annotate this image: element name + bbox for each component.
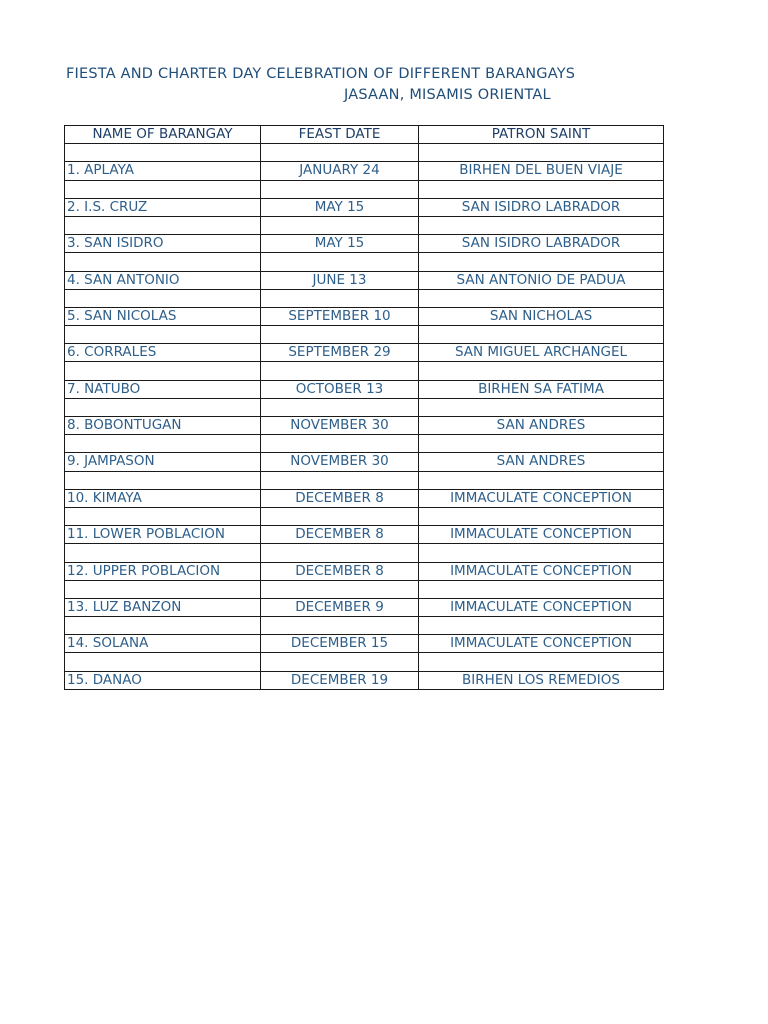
barangay-name-cell: 3. SAN ISIDRO xyxy=(65,235,261,253)
feast-date-cell: DECEMBER 8 xyxy=(261,489,419,507)
table-body xyxy=(65,144,664,690)
empty-cell xyxy=(65,507,261,525)
document-title: FIESTA AND CHARTER DAY CELEBRATION OF DIFFERENT BARANGAYS xyxy=(66,66,576,82)
table-spacer-row xyxy=(65,653,664,671)
patron-saint-cell: BIRHEN DEL BUEN VIAJE xyxy=(419,162,664,180)
column-header-date: FEAST DATE xyxy=(261,126,419,144)
table-spacer-row xyxy=(65,507,664,525)
empty-cell xyxy=(65,471,261,489)
barangay-name-cell: 5. SAN NICOLAS xyxy=(65,307,261,325)
table-row xyxy=(65,671,664,689)
table-row xyxy=(65,526,664,544)
empty-cell xyxy=(419,617,664,635)
barangay-name-cell: 10. KIMAYA xyxy=(65,489,261,507)
patron-saint-cell: IMMACULATE CONCEPTION xyxy=(419,562,664,580)
empty-cell xyxy=(261,507,419,525)
barangay-name-cell: 1. APLAYA xyxy=(65,162,261,180)
empty-cell xyxy=(419,653,664,671)
table-spacer-row xyxy=(65,253,664,271)
empty-cell xyxy=(419,435,664,453)
table-spacer-row xyxy=(65,398,664,416)
table-spacer-row xyxy=(65,617,664,635)
table-header-row xyxy=(65,126,664,144)
table-spacer-row xyxy=(65,326,664,344)
barangay-name-cell: 12. UPPER POBLACION xyxy=(65,562,261,580)
table-spacer-row xyxy=(65,471,664,489)
empty-cell xyxy=(419,507,664,525)
barangay-name-cell: 2. I.S. CRUZ xyxy=(65,198,261,216)
empty-cell xyxy=(65,362,261,380)
table-row xyxy=(65,598,664,616)
empty-cell xyxy=(261,144,419,162)
patron-saint-cell: SAN ANDRES xyxy=(419,417,664,435)
table-spacer-row xyxy=(65,435,664,453)
patron-saint-cell: SAN ANTONIO DE PADUA xyxy=(419,271,664,289)
table-row xyxy=(65,635,664,653)
patron-saint-cell: IMMACULATE CONCEPTION xyxy=(419,526,664,544)
table-spacer-row xyxy=(65,362,664,380)
feast-date-cell: NOVEMBER 30 xyxy=(261,453,419,471)
empty-cell xyxy=(65,289,261,307)
table-spacer-row xyxy=(65,544,664,562)
table-row xyxy=(65,271,664,289)
feast-date-cell: DECEMBER 8 xyxy=(261,526,419,544)
empty-cell xyxy=(261,544,419,562)
empty-cell xyxy=(65,180,261,198)
table-row xyxy=(65,162,664,180)
barangay-name-cell: 14. SOLANA xyxy=(65,635,261,653)
table-row xyxy=(65,453,664,471)
feast-date-cell: SEPTEMBER 29 xyxy=(261,344,419,362)
empty-cell xyxy=(261,471,419,489)
patron-saint-cell: IMMACULATE CONCEPTION xyxy=(419,598,664,616)
feast-date-cell: DECEMBER 19 xyxy=(261,671,419,689)
feast-date-cell: NOVEMBER 30 xyxy=(261,417,419,435)
column-header-saint: PATRON SAINT xyxy=(419,126,664,144)
empty-cell xyxy=(65,216,261,234)
empty-cell xyxy=(261,253,419,271)
patron-saint-cell: BIRHEN LOS REMEDIOS xyxy=(419,671,664,689)
empty-cell xyxy=(261,216,419,234)
feast-date-cell: DECEMBER 15 xyxy=(261,635,419,653)
barangay-name-cell: 9. JAMPASON xyxy=(65,453,261,471)
empty-cell xyxy=(65,653,261,671)
table-row xyxy=(65,417,664,435)
table-spacer-row xyxy=(65,580,664,598)
empty-cell xyxy=(419,289,664,307)
table-spacer-row xyxy=(65,216,664,234)
patron-saint-cell: SAN MIGUEL ARCHANGEL xyxy=(419,344,664,362)
patron-saint-cell: IMMACULATE CONCEPTION xyxy=(419,489,664,507)
table-row xyxy=(65,380,664,398)
barangay-name-cell: 6. CORRALES xyxy=(65,344,261,362)
empty-cell xyxy=(419,398,664,416)
empty-cell xyxy=(261,398,419,416)
table-spacer-row xyxy=(65,144,664,162)
table-spacer-row xyxy=(65,180,664,198)
empty-cell xyxy=(419,580,664,598)
empty-cell xyxy=(65,398,261,416)
patron-saint-cell: BIRHEN SA FATIMA xyxy=(419,380,664,398)
table-row xyxy=(65,562,664,580)
document-subtitle: JASAAN, MISAMIS ORIENTAL xyxy=(344,87,551,103)
empty-cell xyxy=(65,326,261,344)
table-row xyxy=(65,489,664,507)
table-spacer-row xyxy=(65,289,664,307)
patron-saint-cell: SAN ISIDRO LABRADOR xyxy=(419,198,664,216)
feast-date-cell: SEPTEMBER 10 xyxy=(261,307,419,325)
barangay-fiesta-table xyxy=(64,125,664,690)
empty-cell xyxy=(261,289,419,307)
empty-cell xyxy=(261,653,419,671)
column-header-name: NAME OF BARANGAY xyxy=(65,126,261,144)
empty-cell xyxy=(419,180,664,198)
empty-cell xyxy=(65,544,261,562)
empty-cell xyxy=(419,253,664,271)
empty-cell xyxy=(419,144,664,162)
feast-date-cell: JANUARY 24 xyxy=(261,162,419,180)
empty-cell xyxy=(419,216,664,234)
empty-cell xyxy=(65,253,261,271)
barangay-name-cell: 8. BOBONTUGAN xyxy=(65,417,261,435)
empty-cell xyxy=(65,435,261,453)
table-row xyxy=(65,344,664,362)
feast-date-cell: OCTOBER 13 xyxy=(261,380,419,398)
patron-saint-cell: SAN ANDRES xyxy=(419,453,664,471)
empty-cell xyxy=(261,580,419,598)
empty-cell xyxy=(419,326,664,344)
empty-cell xyxy=(419,544,664,562)
feast-date-cell: DECEMBER 8 xyxy=(261,562,419,580)
patron-saint-cell: IMMACULATE CONCEPTION xyxy=(419,635,664,653)
table-row xyxy=(65,235,664,253)
barangay-name-cell: 15. DANAO xyxy=(65,671,261,689)
barangay-name-cell: 7. NATUBO xyxy=(65,380,261,398)
empty-cell xyxy=(65,580,261,598)
empty-cell xyxy=(261,362,419,380)
empty-cell xyxy=(65,144,261,162)
empty-cell xyxy=(419,471,664,489)
table-row xyxy=(65,307,664,325)
feast-date-cell: MAY 15 xyxy=(261,235,419,253)
table-row xyxy=(65,198,664,216)
empty-cell xyxy=(261,617,419,635)
feast-date-cell: MAY 15 xyxy=(261,198,419,216)
barangay-name-cell: 13. LUZ BANZON xyxy=(65,598,261,616)
patron-saint-cell: SAN NICHOLAS xyxy=(419,307,664,325)
empty-cell xyxy=(261,435,419,453)
barangay-name-cell: 11. LOWER POBLACION xyxy=(65,526,261,544)
empty-cell xyxy=(261,180,419,198)
patron-saint-cell: SAN ISIDRO LABRADOR xyxy=(419,235,664,253)
empty-cell xyxy=(65,617,261,635)
feast-date-cell: DECEMBER 9 xyxy=(261,598,419,616)
feast-date-cell: JUNE 13 xyxy=(261,271,419,289)
empty-cell xyxy=(419,362,664,380)
barangay-name-cell: 4. SAN ANTONIO xyxy=(65,271,261,289)
empty-cell xyxy=(261,326,419,344)
